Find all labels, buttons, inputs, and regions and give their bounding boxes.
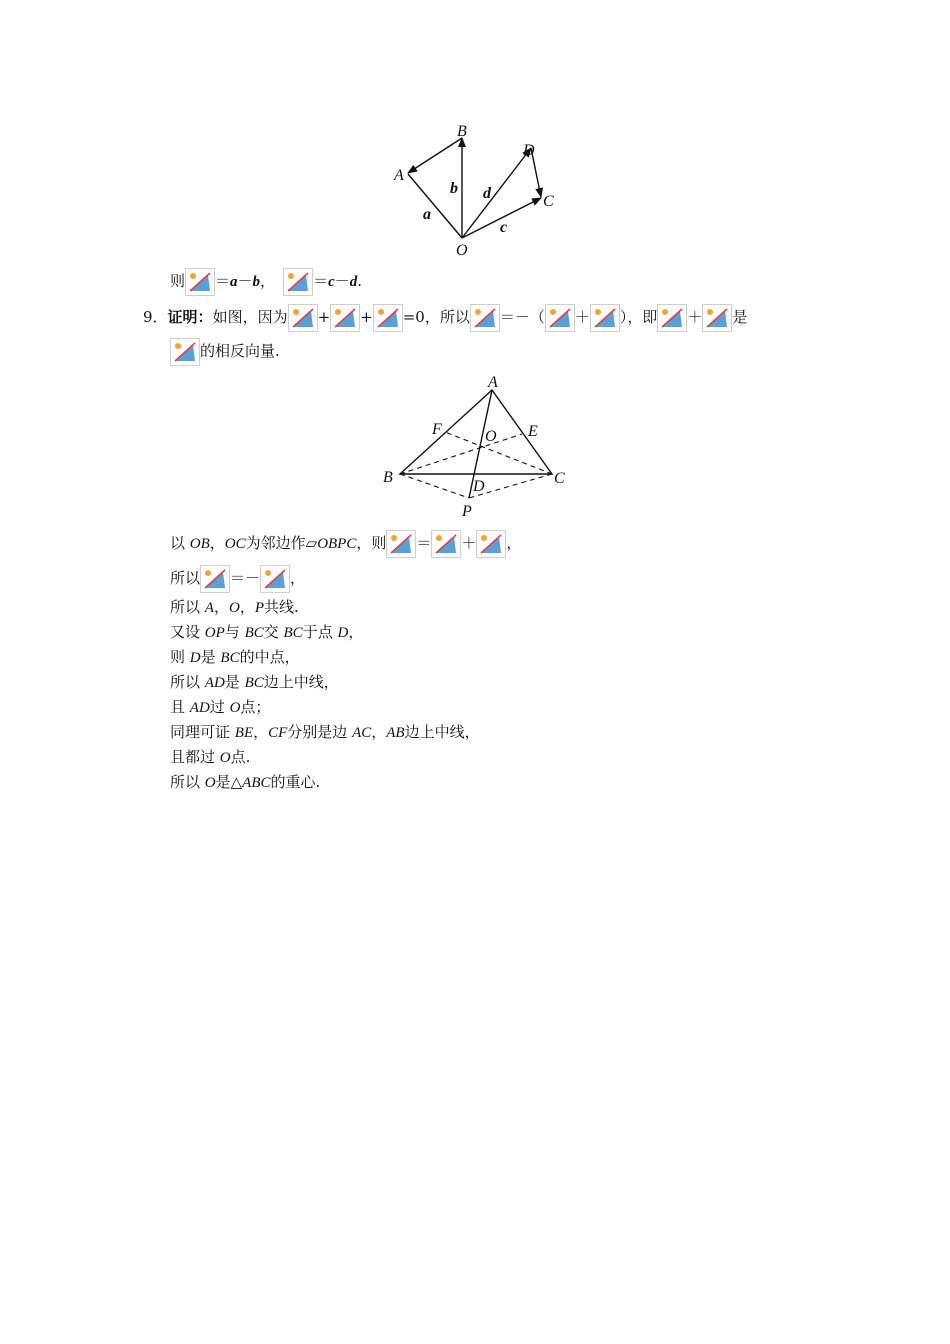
point-O: O [456,242,468,259]
proof-line-9: 且都过 O点. [170,748,251,766]
broken-image-icon [657,304,687,332]
proof-line-8: 同理可证 BE，CF分别是边 AC，AB边上中线， [170,723,480,741]
label-c: c [500,219,508,236]
point-A: A [488,374,498,391]
point-P: P [462,503,472,520]
proof-line-1: 以 OB，OC为邻边作▱OBPC，则 ＝ ＋ ， [170,530,521,558]
broken-image-icon [431,530,461,558]
label-d: d [483,185,491,202]
proof-line-6: 所以 AD是 BC边上中线， [170,673,339,691]
broken-image-icon [260,565,290,593]
broken-image-icon [590,304,620,332]
proof-line-5: 则 D是 BC的中点， [170,648,300,666]
point-E: E [528,423,538,440]
triangle-figure-2 [375,370,575,520]
point-B: B [457,123,467,140]
broken-image-icon [386,530,416,558]
broken-image-icon [702,304,732,332]
point-B: B [383,469,393,486]
answer-line-8: 则 ＝a－b， ＝c－d. [170,268,362,296]
point-C: C [543,193,554,210]
broken-image-icon [373,304,403,332]
label-b: b [450,180,458,197]
broken-image-icon [283,268,313,296]
broken-image-icon [288,304,318,332]
point-F: F [432,421,442,438]
line-BE [400,434,522,474]
point-A: A [394,167,404,184]
broken-image-icon [200,565,230,593]
problem-9-line-2: 的相反向量. [170,338,280,366]
proof-label: 证明： [167,308,213,326]
proof-line-10: 所以 O是△ABC的重心. [170,773,321,791]
point-O: O [485,428,497,445]
point-C: C [554,470,565,487]
line-BP [400,474,469,498]
point-D: D [473,478,485,495]
broken-image-icon [185,268,215,296]
broken-image-icon [476,530,506,558]
proof-line-3: 所以 A，O，P共线. [170,598,299,616]
broken-image-icon [545,304,575,332]
broken-image-icon [170,338,200,366]
broken-image-icon [330,304,360,332]
vector-BA [408,138,462,173]
problem-9-line: 9．证明：如图，因为 + + =0，所以 ＝－（ ＋ ），即 ＋ 是 [143,304,747,332]
vector-figure-1 [385,118,565,263]
point-D: D [523,142,535,159]
broken-image-icon [470,304,500,332]
vector-d [462,148,531,238]
label-a: a [423,206,431,223]
proof-line-2: 所以 ＝－ ， [170,565,305,593]
proof-line-4: 又设 OP与 BC交 BC于点 D， [170,623,364,641]
proof-line-7: 且 AD过 O点； [170,698,271,716]
